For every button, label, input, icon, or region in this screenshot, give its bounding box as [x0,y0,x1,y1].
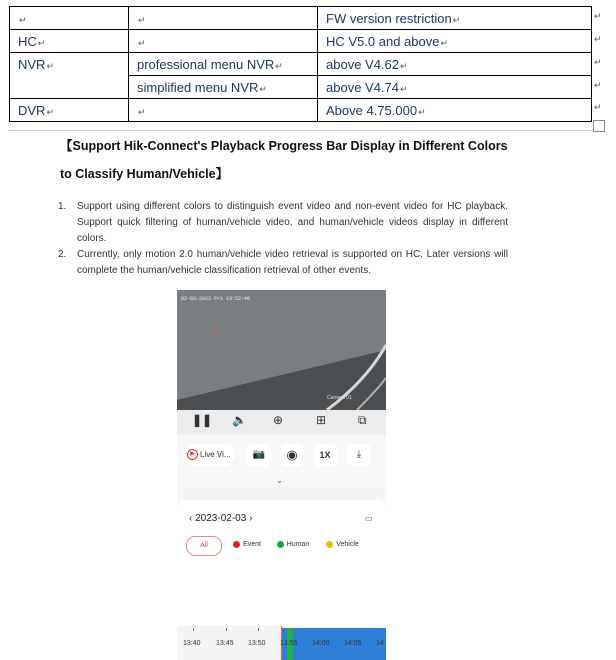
row-end-mark: ↵ [594,80,602,90]
video-player[interactable] [177,290,386,410]
time-label: 13:55 [280,640,298,647]
table-row [10,99,592,122]
playback-timeline[interactable] [177,626,386,660]
live-view-button[interactable]: ▶ Live Vi... [183,444,236,466]
table-row [10,30,592,53]
speed-button[interactable]: 1X [313,444,337,466]
table-cell: ↵ [129,99,318,122]
human-dot-icon [277,541,284,548]
filter-vehicle[interactable]: Vehicle [320,536,365,554]
table-cell: professional menu NVR↵ [129,53,318,76]
section-title-continued: to Classify Human/Vehicle】 [60,167,229,181]
video-timestamp: 02-03-2023 Fri 13:52:49 [181,296,251,302]
table-cell: simplified menu NVR↵ [129,76,318,99]
table-row [10,7,592,30]
date-selector[interactable]: ‹ 2023-02-03 › [189,513,253,524]
play-icon: ▶ [187,449,198,460]
time-label: 14 [376,640,384,647]
table-row [10,53,592,76]
chevron-left-icon[interactable]: ‹ [189,513,193,524]
table-cell: HC↵ [10,30,129,53]
calendar-icon[interactable]: ▭ [365,514,373,523]
filter-event[interactable]: Event [227,536,267,554]
table-cell: above V4.74↵ [318,76,592,99]
section-title: 【Support Hik-Connect's Playback Progress Bar Display in Different Colors [60,139,508,153]
time-label: 14:05 [344,640,362,647]
vehicle-dot-icon [326,541,333,548]
list-item: 1. Support using different colors to distinguish event video and non-event video for HC playback. Support quick filtering of human/vehicle video, and human/vehicle videos display in different colors. [58,201,508,244]
app-screenshot [177,290,386,660]
player-toolbar [177,410,386,434]
table-cell: DVR↵ [10,99,129,122]
record-icon[interactable]: ◉ [280,444,304,466]
camera-icon[interactable]: 📷 [247,444,271,466]
download-icon[interactable]: ⤓ [347,444,371,466]
row-end-mark: ↵ [594,34,602,44]
window-icon[interactable]: ⧉ [358,413,367,427]
version-table [9,6,592,122]
time-label: 13:40 [183,640,201,647]
table-cell: above V4.62↵ [318,53,592,76]
table-end-marker [593,120,605,132]
table-cell: Above 4.75.000↵ [318,99,592,122]
time-label: 13:45 [216,640,234,647]
table-cell: ↵ [129,30,318,53]
chevron-right-icon[interactable]: › [249,513,253,524]
chevron-down-icon[interactable]: ⌄ [276,476,283,485]
table-cell: HC V5.0 and above↵ [318,30,592,53]
grid-icon[interactable]: ⊞ [316,413,327,427]
feature-list [58,199,508,279]
table-cell: FW version restriction↵ [318,7,592,30]
row-end-mark: ↵ [594,11,602,21]
filter-human[interactable]: Human [272,536,314,554]
divider [9,130,593,131]
table-cell: ↵ [129,7,318,30]
table-cell: NVR↵ [10,53,129,99]
camera-label: Camera 01 [327,395,352,401]
time-label: 13:50 [248,640,266,647]
volume-icon[interactable]: 🔈 [232,413,247,427]
row-end-mark: ↵ [594,102,602,112]
time-label: 14:00 [312,640,330,647]
event-dot-icon [233,541,240,548]
camera-view [177,290,386,410]
zoom-in-icon[interactable]: ⊕ [273,413,284,427]
row-end-mark: ↵ [594,57,602,67]
filter-all[interactable]: All [186,536,222,556]
pause-icon[interactable]: ❚❚ [192,413,213,427]
table-cell: ↵ [10,7,129,30]
list-item: 2. Currently, only motion 2.0 human/vehicle video retrieval is supported on HC. Later versions will complete the human/vehicle classification retrieval of other events. [58,249,508,276]
